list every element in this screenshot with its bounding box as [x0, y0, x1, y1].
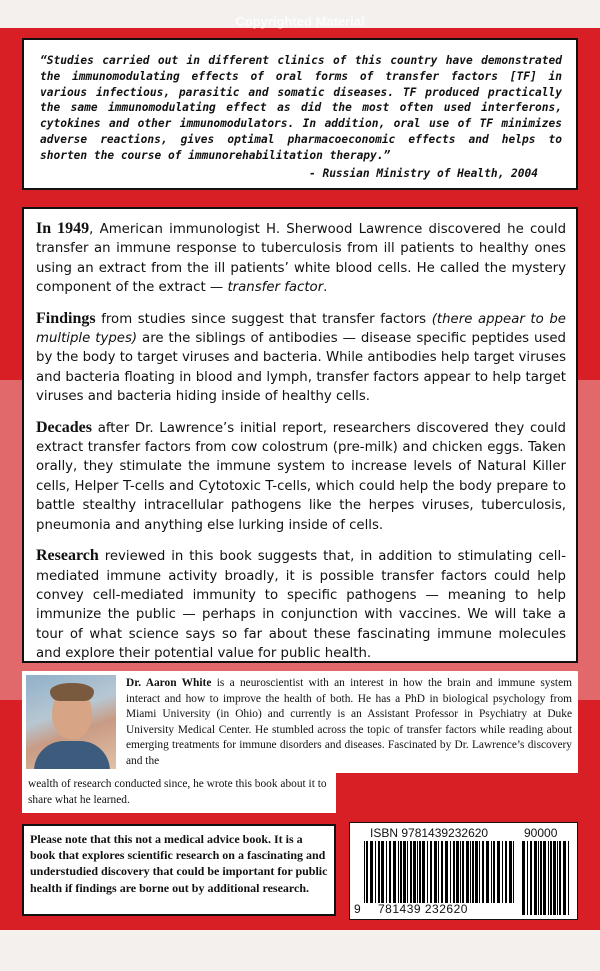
barcode-bar — [550, 841, 552, 915]
background-stripe-bottom — [0, 930, 600, 971]
barcode-bar — [470, 841, 471, 903]
disclaimer-box: Please note that this not a medical advice book. It is a book that explores scientific research on a fascinating and understudied discovery that could be important for public health if findings are borne out by additional research. — [22, 824, 336, 916]
barcode-bar — [522, 841, 525, 915]
quote-text: “Studies carried out in different clinics of this country have demonstrated the immunomodulating effects of oral forms of transfer factors [TF] in various infectious, parasitic and somatic diseases. TF produced practically the same immunomodulating effect as did the most often used interferons, cytokines and other immunomodulators. In addition, oral use of TF minimizes adverse reactions, gives optimal pharmacoeconomic effects and helps to shorten the course of immunorehabilitation therapy.” — [40, 54, 562, 162]
paragraph-text: reviewed in this book suggests that, in addition to stimulating cell-mediated immune activity broadly, it is possible transfer factors could help convey cell-mediated immunity to specific pathogens — meaning to help immunize the public — perhaps in conjunction with vaccines. We will take a tour of what science says so far about these fascinating immune molecules and explore their potential value for public health. — [36, 549, 566, 662]
barcode-bar — [509, 841, 512, 903]
barcode-bar — [543, 841, 546, 915]
barcode-bar — [378, 841, 380, 903]
barcode-bar — [381, 841, 384, 903]
price-code: 90000 — [524, 826, 558, 840]
quote-box — [22, 38, 578, 190]
barcode-bar — [456, 841, 459, 903]
paragraph-1949 — [36, 219, 566, 298]
author-bio-text: is a neuroscientist with an interest in how the brain and immune system interact and how to improve the health of both. He has a PhD in biological psychology from Miami University (in Ohio) and currently is an Assistant Professor in Psychiatry at Duke University Medical Center. He stumbled across the topic of transfer factors while reading about emerging treatments for immune disorders and diseases. Fascinated by Dr. Lawrence’s discovery and the — [126, 677, 573, 767]
barcode-bar — [530, 841, 532, 915]
barcode-bar — [413, 841, 416, 903]
paragraph-lead: Research — [36, 547, 99, 565]
barcode-bar — [389, 841, 391, 903]
quote-attribution: - Russian Ministry of Health, 2004 — [308, 166, 538, 180]
paragraph-tail: . — [323, 280, 328, 296]
barcode-bar — [466, 841, 469, 903]
paragraph-text: , American immunologist H. Sherwood Lawrence discovered he could transfer an immune response to tuberculosis from ill patients to healthy ones using an extract from the ill patients’ white blood cells. He called the mystery component of the extract — — [36, 222, 567, 296]
barcode-bar — [370, 841, 373, 903]
author-bio — [126, 676, 572, 769]
barcode-bar — [502, 841, 503, 903]
barcode-bar — [548, 841, 549, 915]
paragraph-lead: In 1949 — [36, 220, 90, 237]
barcode-bar — [479, 841, 480, 903]
paragraph-text: from studies since suggest that transfer factors — [95, 311, 432, 327]
author-box — [22, 671, 578, 773]
main-text-box — [22, 207, 578, 663]
barcode-bar — [400, 841, 402, 903]
barcode-digits: 781439 232620 — [378, 902, 468, 916]
paragraph-lead: Decades — [36, 418, 92, 436]
paragraph-findings — [36, 309, 566, 407]
barcode-bar — [563, 841, 566, 915]
paragraph-research — [36, 546, 566, 663]
barcode-bars — [364, 841, 516, 903]
barcode-bar — [403, 841, 406, 903]
barcode-bar — [462, 841, 464, 903]
author-section — [22, 671, 578, 815]
barcode-bar — [472, 841, 474, 903]
barcode-bar — [407, 841, 408, 903]
barcode-bar — [422, 841, 425, 903]
barcode-bar — [393, 841, 396, 903]
barcode-bar — [486, 841, 489, 903]
author-photo — [26, 675, 116, 769]
watermark: Copyrighted Material — [235, 14, 365, 29]
barcode-bar — [417, 841, 418, 903]
barcode-bar — [513, 841, 514, 903]
barcode-bar — [475, 841, 478, 903]
barcode-bar — [419, 841, 421, 903]
barcode-bar — [553, 841, 556, 915]
barcode-bar — [538, 841, 539, 915]
barcode-bar — [540, 841, 542, 915]
barcode-bar — [386, 841, 387, 903]
barcode-bar — [534, 841, 537, 915]
barcode-bar — [441, 841, 443, 903]
barcode-bar — [434, 841, 437, 903]
paragraph-lead: Findings — [36, 309, 96, 327]
barcode-bar — [398, 841, 399, 903]
paragraph-decades — [36, 418, 566, 535]
paragraph-text: after Dr. Lawrence’s initial report, researchers discovered they could extract transfer factors from cow colostrum (pre-milk) and chicken eggs. Taken orally, they stimulate the immune system to increase levels of Natural Killer cells, Helper T-cells and Cytotoxic T-cells, which could help the body prepare to battle stealthy intracellular pathogens like the herpes viruses, tuberculosis, pneumonia and anything else lurking inside of cells. — [36, 420, 566, 533]
author-bio-continued: wealth of research conducted since, he wrote this book about it to share what he learned. — [28, 778, 327, 806]
barcode-bar — [410, 841, 412, 903]
barcode-bar — [364, 841, 365, 903]
barcode-addon-bars — [522, 841, 572, 915]
author-box-continued — [22, 773, 336, 813]
barcode-bar — [497, 841, 500, 903]
barcode-bar — [427, 841, 428, 903]
isbn-barcode — [349, 822, 578, 920]
barcode-bar — [438, 841, 439, 903]
paragraph-tail: are the siblings of antibodies — disease specific peptides used by the body to target viruses and bacteria. While antibodies help target viruses and bacteria floating in blood and lymph, transfer factors appear to help target viruses and bacteria hiding inside of healthy cells. — [36, 331, 566, 405]
barcode-bar — [505, 841, 507, 903]
barcode-bar — [491, 841, 492, 903]
barcode-lead-digit: 9 — [354, 902, 361, 916]
barcode-bar — [375, 841, 376, 903]
barcode-bar — [557, 841, 558, 915]
barcode-bar — [493, 841, 495, 903]
barcode-bar — [453, 841, 455, 903]
barcode-bar — [450, 841, 451, 903]
paragraph-emphasis: transfer factor — [227, 280, 324, 296]
barcode-bar — [445, 841, 448, 903]
barcode-bar — [366, 841, 368, 903]
barcode-bar — [460, 841, 461, 903]
barcode-bar — [568, 841, 569, 915]
isbn-label: ISBN 9781439232620 — [370, 826, 489, 840]
barcode-bar — [482, 841, 484, 903]
barcode-bar — [527, 841, 528, 915]
paragraph-emphasis: (there appear to be multiple types) — [36, 311, 566, 347]
barcode-bar — [559, 841, 561, 915]
barcode-bar — [430, 841, 432, 903]
author-name: Dr. Aaron White — [126, 677, 212, 689]
